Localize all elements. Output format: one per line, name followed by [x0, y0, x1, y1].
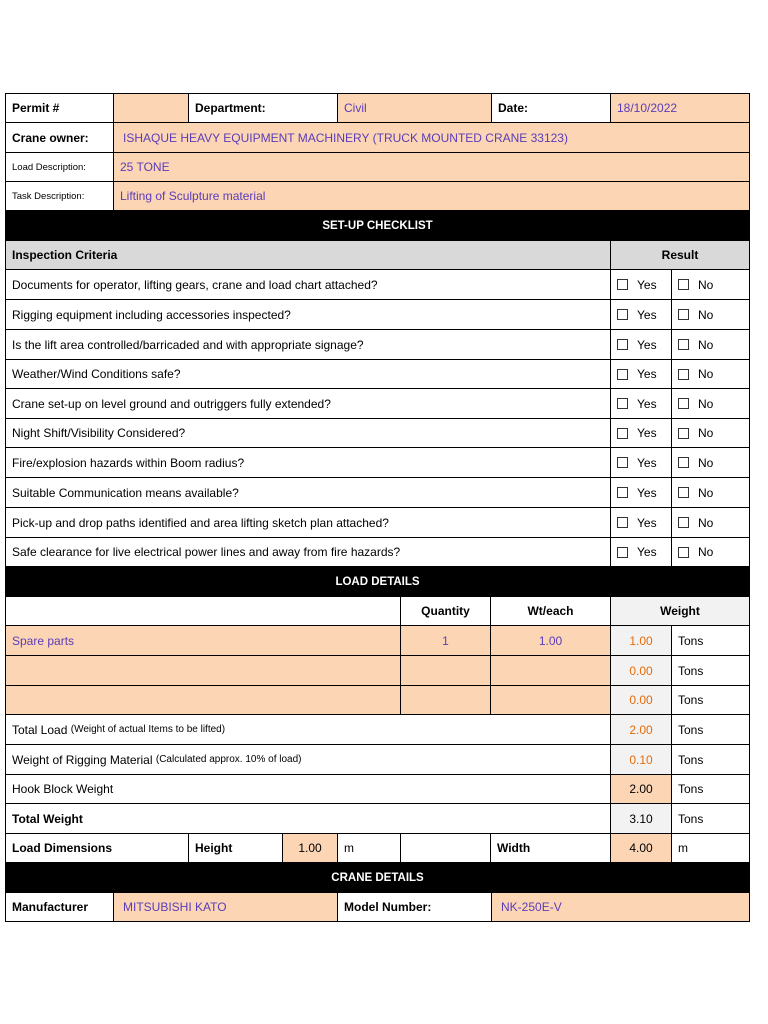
- load-item-name-field[interactable]: Spare parts: [6, 626, 400, 655]
- yes-label: Yes: [637, 337, 657, 352]
- load-dimensions-row: [5, 834, 750, 863]
- checklist-item-text: Documents for operator, lifting gears, crane and load chart attached?: [12, 277, 378, 292]
- no-label: No: [698, 485, 714, 500]
- yes-label: Yes: [637, 307, 657, 322]
- load-item-wt-each-field[interactable]: 1.00: [490, 626, 610, 655]
- no-checkbox[interactable]: [678, 428, 689, 439]
- item-name-header: [6, 597, 400, 625]
- yes-label: Yes: [637, 515, 657, 530]
- yes-label: Yes: [637, 396, 657, 411]
- load-item-quantity-field[interactable]: [400, 656, 490, 685]
- load-dimensions-label: Load Dimensions: [12, 841, 113, 855]
- hook-block-row: [5, 775, 750, 804]
- rigging-weight-row: [5, 745, 750, 775]
- total-load-value: 2.00: [610, 715, 671, 744]
- wt-each-header: Wt/each: [490, 597, 610, 625]
- checklist-column-headers: [5, 241, 750, 270]
- weight-unit: Tons: [671, 745, 749, 774]
- date-label: Date:: [491, 94, 610, 122]
- yes-label: Yes: [637, 485, 657, 500]
- checklist-row: [5, 300, 750, 330]
- total-load-label: Total Load: [12, 722, 68, 737]
- yes-checkbox[interactable]: [617, 487, 628, 498]
- yes-checkbox[interactable]: [617, 279, 628, 290]
- model-number-field[interactable]: NK-250E-V: [491, 893, 749, 921]
- no-label: No: [698, 455, 714, 470]
- manufacturer-field[interactable]: MITSUBISHI KATO: [113, 893, 337, 921]
- dimensions-spacer: [400, 834, 490, 862]
- no-checkbox[interactable]: [678, 369, 689, 380]
- checklist-rows: [5, 270, 750, 567]
- yes-option[interactable]: [610, 508, 671, 537]
- load-item-name-field[interactable]: [6, 656, 400, 685]
- no-option[interactable]: [671, 360, 749, 388]
- setup-checklist-header: SET-UP CHECKLIST: [5, 211, 750, 241]
- department-label: Department:: [188, 94, 337, 122]
- load-description-label: Load Description:: [12, 161, 86, 173]
- yes-checkbox[interactable]: [617, 339, 628, 350]
- rigging-weight-value: 0.10: [610, 745, 671, 774]
- load-item-row: [5, 686, 750, 715]
- load-item-weight-value: 1.00: [610, 626, 671, 655]
- width-unit: m: [671, 834, 749, 862]
- yes-option[interactable]: [610, 419, 671, 447]
- no-label: No: [698, 426, 714, 440]
- no-label: No: [698, 307, 714, 322]
- checklist-item-text: Rigging equipment including accessories inspected?: [12, 307, 291, 322]
- task-description-label: Task Description:: [12, 190, 85, 202]
- yes-label: Yes: [637, 426, 657, 440]
- checklist-row: [5, 389, 750, 419]
- load-item-wt-each-field[interactable]: [490, 686, 610, 714]
- load-item-weight-value: 0.00: [610, 686, 671, 714]
- no-checkbox[interactable]: [678, 457, 689, 468]
- weight-unit: Tons: [671, 656, 749, 685]
- no-label: No: [698, 396, 714, 411]
- yes-label: Yes: [637, 545, 657, 559]
- load-item-quantity-field[interactable]: 1: [400, 626, 490, 655]
- crane-details-header: CRANE DETAILS: [5, 863, 750, 893]
- no-checkbox[interactable]: [678, 547, 689, 558]
- checklist-row: [5, 419, 750, 448]
- no-option[interactable]: [671, 300, 749, 329]
- crane-lift-permit-form: [5, 93, 750, 922]
- no-checkbox[interactable]: [678, 517, 689, 528]
- total-weight-row: [5, 804, 750, 834]
- hook-block-weight-field[interactable]: 2.00: [610, 775, 671, 803]
- load-item-row: [5, 626, 750, 656]
- yes-checkbox[interactable]: [617, 369, 628, 380]
- weight-header: Weight: [610, 597, 749, 625]
- yes-option[interactable]: [610, 389, 671, 418]
- yes-label: Yes: [637, 277, 657, 292]
- weight-unit: Tons: [671, 686, 749, 714]
- checklist-item-text: Suitable Communication means available?: [12, 485, 239, 500]
- load-item-name-field[interactable]: [6, 686, 400, 714]
- rigging-note: (Calculated approx. 10% of load): [155, 754, 302, 765]
- no-label: No: [698, 367, 714, 381]
- checklist-item-text: Is the lift area controlled/barricaded and with appropriate signage?: [12, 337, 364, 352]
- permit-row: [5, 93, 750, 123]
- rigging-label: Weight of Rigging Material: [12, 752, 153, 767]
- result-header: Result: [610, 241, 749, 269]
- checklist-row: [5, 538, 750, 567]
- checklist-item-text: Weather/Wind Conditions safe?: [12, 367, 181, 381]
- yes-option[interactable]: [610, 538, 671, 566]
- total-load-row: [5, 715, 750, 745]
- task-description-row: [5, 182, 750, 211]
- yes-option[interactable]: [610, 478, 671, 507]
- no-checkbox[interactable]: [678, 398, 689, 409]
- crane-owner-label: Crane owner:: [12, 130, 89, 145]
- weight-unit: Tons: [671, 804, 749, 833]
- crane-owner-field[interactable]: ISHAQUE HEAVY EQUIPMENT MACHINERY (TRUCK MOUNTED CRANE 33123): [113, 123, 749, 152]
- no-option[interactable]: [671, 508, 749, 537]
- no-label: No: [698, 277, 714, 292]
- checklist-item-text: Night Shift/Visibility Considered?: [12, 426, 186, 440]
- no-option[interactable]: [671, 389, 749, 418]
- permit-label: Permit #: [12, 101, 60, 115]
- load-description-field[interactable]: 25 TONE: [113, 153, 749, 181]
- checklist-item-text: Pick-up and drop paths identified and area lifting sketch plan attached?: [12, 515, 389, 530]
- weight-unit: Tons: [671, 775, 749, 803]
- height-unit: m: [337, 834, 400, 862]
- load-item-weight-value: 0.00: [610, 656, 671, 685]
- date-field[interactable]: 18/10/2022: [610, 94, 749, 122]
- yes-checkbox[interactable]: [617, 398, 628, 409]
- load-column-headers: [5, 597, 750, 626]
- no-option[interactable]: [671, 448, 749, 477]
- height-label: Height: [188, 834, 282, 862]
- load-details-header: LOAD DETAILS: [5, 567, 750, 597]
- load-item-quantity-field[interactable]: [400, 686, 490, 714]
- no-checkbox[interactable]: [678, 279, 689, 290]
- yes-option[interactable]: [610, 360, 671, 388]
- no-checkbox[interactable]: [678, 487, 689, 498]
- total-load-label-cell: [6, 715, 610, 744]
- yes-label: Yes: [637, 455, 657, 470]
- checklist-row: [5, 270, 750, 300]
- crane-owner-row: [5, 123, 750, 153]
- manufacturer-label: Manufacturer: [12, 900, 89, 914]
- checklist-row: [5, 478, 750, 508]
- no-label: No: [698, 545, 714, 559]
- permit-number-field[interactable]: [113, 94, 188, 122]
- rigging-label-cell: [6, 745, 610, 774]
- yes-checkbox[interactable]: [617, 547, 628, 558]
- checklist-item-text: Crane set-up on level ground and outriggers fully extended?: [12, 396, 331, 411]
- total-weight-value: 3.10: [610, 804, 671, 833]
- no-checkbox[interactable]: [678, 309, 689, 320]
- no-option[interactable]: [671, 270, 749, 299]
- checklist-row: [5, 330, 750, 360]
- yes-option[interactable]: [610, 270, 671, 299]
- load-item-row: [5, 656, 750, 686]
- yes-option[interactable]: [610, 448, 671, 477]
- yes-label: Yes: [637, 367, 657, 381]
- yes-checkbox[interactable]: [617, 428, 628, 439]
- crane-manufacturer-row: [5, 893, 750, 922]
- no-option[interactable]: [671, 330, 749, 359]
- checklist-item-text: Fire/explosion hazards within Boom radius?: [12, 455, 245, 470]
- load-description-row: [5, 153, 750, 182]
- quantity-header: Quantity: [400, 597, 490, 625]
- checklist-item-text: Safe clearance for live electrical power lines and away from fire hazards?: [12, 545, 401, 559]
- total-load-note: (Weight of actual Items to be lifted): [70, 724, 226, 735]
- width-field[interactable]: 4.00: [610, 834, 671, 862]
- task-description-field[interactable]: Lifting of Sculpture material: [113, 182, 749, 210]
- checklist-row: [5, 448, 750, 478]
- no-option[interactable]: [671, 478, 749, 507]
- department-field[interactable]: Civil: [337, 94, 491, 122]
- yes-option[interactable]: [610, 300, 671, 329]
- no-checkbox[interactable]: [678, 339, 689, 350]
- no-label: No: [698, 515, 714, 530]
- no-label: No: [698, 337, 714, 352]
- model-number-label: Model Number:: [337, 893, 491, 921]
- no-option[interactable]: [671, 419, 749, 447]
- yes-checkbox[interactable]: [617, 517, 628, 528]
- inspection-criteria-header: Inspection Criteria: [6, 241, 610, 269]
- yes-checkbox[interactable]: [617, 457, 628, 468]
- checklist-row: [5, 508, 750, 538]
- no-option[interactable]: [671, 538, 749, 566]
- yes-checkbox[interactable]: [617, 309, 628, 320]
- checklist-row: [5, 360, 750, 389]
- yes-option[interactable]: [610, 330, 671, 359]
- weight-unit: Tons: [671, 626, 749, 655]
- hook-block-label: Hook Block Weight: [12, 782, 114, 796]
- load-item-wt-each-field[interactable]: [490, 656, 610, 685]
- width-label: Width: [490, 834, 610, 862]
- total-weight-label: Total Weight: [12, 811, 83, 826]
- weight-unit: Tons: [671, 715, 749, 744]
- height-field[interactable]: 1.00: [282, 834, 337, 862]
